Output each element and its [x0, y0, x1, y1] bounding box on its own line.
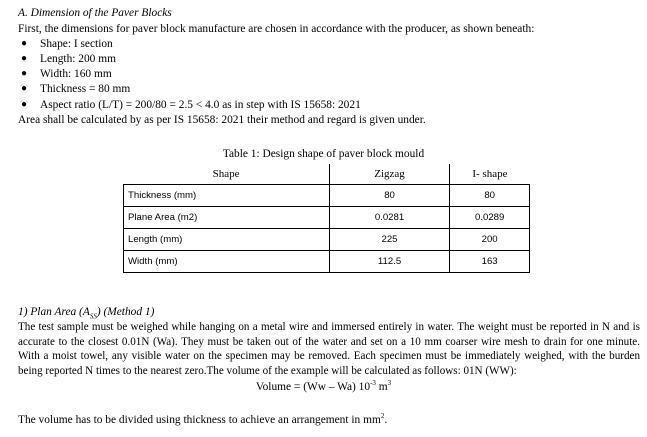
bullet-icon: ● — [21, 53, 28, 64]
closing-sentence: The volume has to be divided using thickness to achieve an arrangement in $mm^2$. — [18, 412, 388, 426]
list-item-text: Width: 160 mm — [40, 68, 112, 80]
list-item-text: Shape: I section — [40, 38, 113, 50]
list-item-text: Aspect ratio (L/T) = 200/80 = 2.5 < 4.0 as in step with IS 15658: 2021 — [40, 99, 361, 111]
column-header-ishape: I- shape — [450, 164, 530, 185]
row-label: Length (mm) — [124, 229, 330, 251]
zigzag-value: 80 — [329, 185, 450, 207]
table-row — [124, 229, 530, 251]
ishape-value: 200 — [450, 229, 530, 251]
volume-formula: Volume = (Ww – Wa) $10^{-3}$ $m^3$ — [255, 379, 392, 393]
zigzag-value: 112.5 — [329, 251, 450, 273]
column-header-shape: Shape — [124, 164, 330, 185]
bullet-icon: ● — [21, 38, 28, 49]
row-label: Width (mm) — [124, 251, 330, 273]
method-paragraph: The test sample must be weighed while hanging on a metal wire and immersed entirely in water. The weight must be reported in N and is accurate to the closest 0.01N (Wa). They must be taken out of the water and set on a 10 mm coarser wire mesh to drain for one minute. With a moist towel, any visible water on the specimen may be removed. Each specimen must be immediately weighed, with the burden being reported N times to the nearest zero.The volume of the example will be calculated as follows: 01N (WW): — [18, 321, 640, 377]
ishape-value: 80 — [450, 185, 530, 207]
table-header-row — [124, 164, 530, 185]
zigzag-value: 0.0281 — [329, 207, 450, 229]
section-a-intro: First, the dimensions for paver block manufacture are chosen in accordance with the producer, as shown beneath: — [18, 23, 535, 35]
row-label: Plane Area (m2) — [124, 207, 330, 229]
section-1-heading: 1) Plan Area $(A_{SS})$ (Method 1) — [18, 306, 155, 321]
zigzag-value: 225 — [329, 229, 450, 251]
table-caption: Table 1: Design shape of paver block mould — [222, 148, 425, 160]
ishape-value: 163 — [450, 251, 530, 273]
bullet-icon: ● — [21, 68, 28, 79]
area-note: Area shall be calculated by as per IS 15658: 2021 their method and regard is given under. — [18, 114, 426, 126]
paver-dimension-table — [123, 164, 530, 273]
bullet-icon: ● — [21, 99, 28, 110]
ishape-value: 0.0289 — [450, 207, 530, 229]
section-a-heading: A. Dimension of the Paver Blocks — [18, 7, 172, 19]
table-row — [124, 207, 530, 229]
row-label: Thickness (mm) — [124, 185, 330, 207]
bullet-icon: ● — [21, 83, 28, 94]
column-header-zigzag: Zigzag — [329, 164, 450, 185]
list-item-text: Thickness = 80 mm — [40, 83, 131, 95]
table-row — [124, 251, 530, 273]
list-item-text: Length: 200 mm — [40, 53, 116, 65]
table-row — [124, 185, 530, 207]
